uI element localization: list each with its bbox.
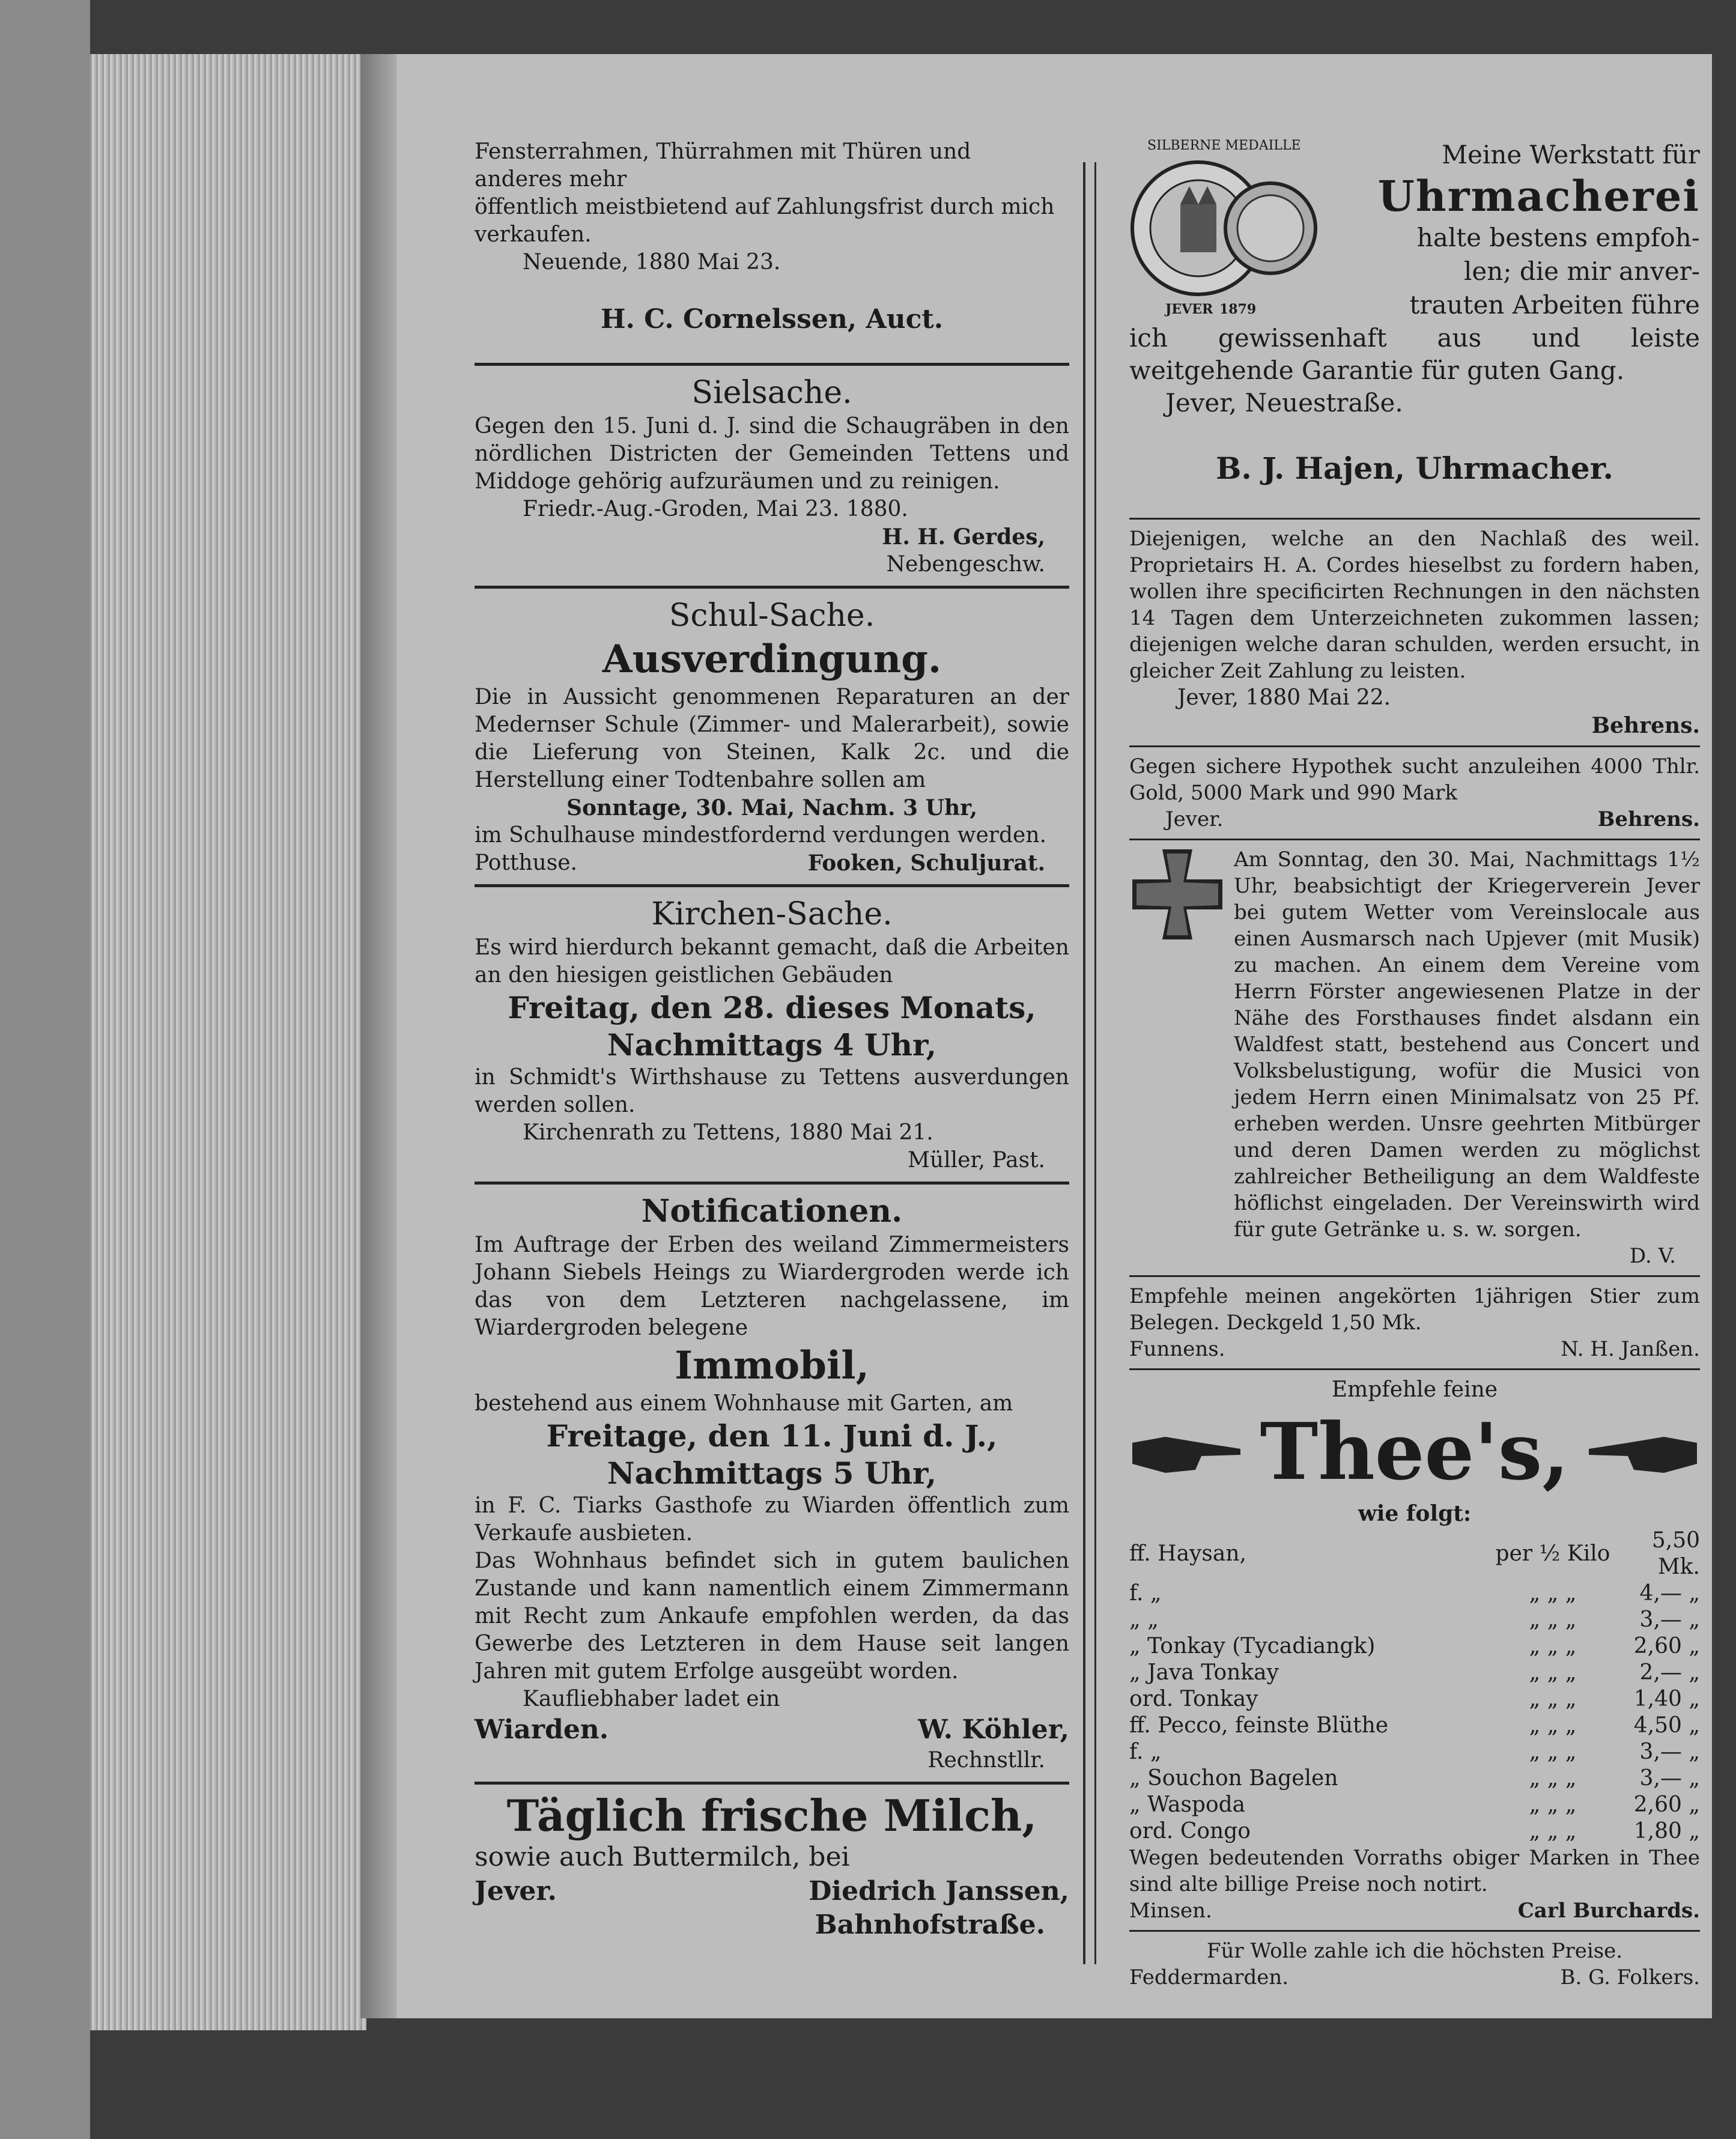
milch-headline: Täglich frische Milch, [506, 1790, 1037, 1841]
intro-line: anderes mehr [475, 167, 627, 192]
siel-text: Gegen den 15. Juni d. J. sind die Schaugräben in den nördlichen Districten der Gemeinden Tettens und Middoge gehörig aufzuräumen und zu reinigen. [475, 414, 1069, 494]
milch-place: Jever. [475, 1876, 557, 1907]
pointing-hand-right-icon [1129, 1425, 1243, 1479]
tea-name: ff. Pecco, feinste Blüthe [1129, 1713, 1389, 1738]
divider [1129, 839, 1700, 840]
siel-title: Sielsache. [691, 375, 852, 411]
wolle-place: Feddermarden. [1129, 1965, 1289, 1989]
divider [475, 884, 1069, 887]
siel-ad [475, 373, 1069, 578]
milch-ad [475, 1792, 1069, 1942]
uhrmacher-ad [1129, 138, 1700, 322]
siel-signature: H. H. Gerdes, [882, 524, 1045, 550]
thee-intro: Empfehle feine [1331, 1377, 1498, 1402]
uhr-line-1: Meine Werkstatt für [1442, 140, 1700, 169]
notif-signature: W. Köhler, [918, 1714, 1069, 1745]
tea-name: ord. Congo [1129, 1819, 1251, 1843]
kirche-title: Kirchen-Sache. [651, 896, 893, 932]
tea-price: 4,— „ [1639, 1581, 1700, 1606]
tea-unit: „ „ „ [1529, 1766, 1577, 1791]
intro-line: Fensterrahmen, Thürrahmen mit Thüren und [475, 139, 971, 164]
tea-unit: „ „ „ [1529, 1740, 1577, 1764]
notif-text: Im Auftrage der Erben des weiland Zimmermeisters Johann Siebels Heings zu Wiardergroden werde ich das von dem Letzteren nachgelassene, im Wiardergroden belegene [475, 1233, 1069, 1340]
thee-ad [1129, 1376, 1700, 1924]
tea-name: ff. Haysan, [1129, 1541, 1246, 1566]
price-row [1129, 1633, 1700, 1660]
thee-place: Minsen. [1129, 1899, 1212, 1923]
divider [475, 1782, 1069, 1785]
milch-signature: Diedrich Janssen, [809, 1876, 1069, 1907]
tea-name: ord. Tonkay [1129, 1687, 1258, 1711]
notif-text-3: in F. C. Tiarks Gasthofe zu Wiarden öffentlich zum Verkaufe ausbieten. [475, 1493, 1069, 1546]
tea-price: 4,50 „ [1633, 1713, 1700, 1738]
thee-subtitle: wie folgt: [1358, 1501, 1472, 1526]
kirche-ad [475, 894, 1069, 1174]
uhr-place: Jever, Neuestraße. [1165, 388, 1403, 417]
intro-ad [475, 138, 1069, 336]
tea-price: 2,60 „ [1633, 1792, 1700, 1817]
tea-price: 5,50 Mk. [1651, 1528, 1700, 1579]
iron-cross-icon [1129, 846, 1225, 942]
uhr-line-5: trauten Arbeiten führe [1409, 290, 1700, 320]
thee-signature: Carl Burchards. [1517, 1899, 1700, 1923]
siel-signature-title: Nebengeschw. [886, 552, 1045, 577]
tea-name: „ „ [1129, 1607, 1159, 1632]
price-table [1129, 1528, 1700, 1845]
divider [1129, 1930, 1700, 1932]
cordes-ad [1129, 526, 1700, 739]
price-row [1129, 1765, 1700, 1792]
kirche-date: Freitag, den 28. dieses Monats, [508, 990, 1036, 1025]
tea-name: „ Tonkay (Tycadiangk) [1129, 1634, 1376, 1658]
medal-image [1129, 138, 1322, 318]
book-shadow [0, 0, 90, 2139]
cordes-place: Jever, 1880 Mai 22. [1177, 685, 1391, 710]
uhr-text: ich gewissenhaft aus und leiste weitgehende Garantie für guten Gang. [1129, 323, 1700, 385]
notif-ad [475, 1192, 1069, 1774]
price-row [1129, 1739, 1700, 1765]
notif-date: Freitage, den 11. Juni d. J., [546, 1418, 998, 1454]
uhr-line-4: len; die mir anver- [1464, 256, 1700, 286]
notif-time: Nachmittags 5 Uhr, [607, 1455, 937, 1491]
intro-signature: H. C. Cornelssen, Auct. [600, 304, 944, 335]
stier-text: Empfehle meinen angekörten 1jährigen Stier zum Belegen. Deckgeld 1,50 Mk. [1129, 1284, 1700, 1335]
intro-line: öffentlich meistbietend auf Zahlungsfrist durch mich [475, 195, 1055, 219]
uhr-headline: Uhrmacherei [1377, 171, 1700, 221]
kirche-time: Nachmittags 4 Uhr, [607, 1027, 937, 1063]
tea-price: 1,80 „ [1633, 1819, 1700, 1843]
stier-ad [1129, 1283, 1700, 1362]
hyp-signature: Behrens. [1597, 807, 1700, 831]
tea-name: „ Java Tonkay [1129, 1660, 1279, 1685]
notif-text-4: Das Wohnhaus befindet sich in gutem baulichen Zustande und kann namentlich einem Zimmermann mit Recht zum Ankaufe empfohlen werden, da das Gewerbe des Letzteren in dem Hause seit langen Jahren mit gutem Erfolge ausgeübt worden. [475, 1549, 1069, 1684]
tea-name: f. „ [1129, 1740, 1162, 1764]
kirche-place: Kirchenrath zu Tettens, 1880 Mai 21. [523, 1120, 933, 1145]
wolle-signature: B. G. Folkers. [1560, 1965, 1700, 1989]
wolle-ad [1129, 1938, 1700, 1991]
schul-text-2: im Schulhause mindestfordernd verdungen werden. [475, 823, 1046, 848]
column-divider-2 [1094, 162, 1096, 1964]
schul-place: Potthuse. [475, 851, 577, 875]
tea-price: 2,— „ [1639, 1660, 1700, 1685]
schul-text: Die in Aussicht genommenen Reparaturen an der Medernser Schule (Zimmer- und Malerarbeit), sowie die Lieferung von Steinen, Kalk 2c. und die Herstellung einer Todtenbahre sollen am [475, 685, 1069, 792]
price-row [1129, 1713, 1700, 1739]
milch-address: Bahnhofstraße. [815, 1910, 1045, 1940]
tea-unit: „ „ „ [1529, 1713, 1577, 1738]
notif-signature-title: Rechnstllr. [927, 1748, 1045, 1773]
divider [1129, 1275, 1700, 1277]
notif-headline: Immobil, [675, 1343, 869, 1388]
cordes-signature: Behrens. [1591, 713, 1700, 738]
divider [1129, 1368, 1700, 1370]
kirche-text: Es wird hierdurch bekannt gemacht, daß die Arbeiten an den hiesigen geistlichen Gebäuden [475, 935, 1069, 988]
notif-place: Wiarden. [475, 1714, 609, 1745]
thee-headline: Thee's, [1260, 1406, 1570, 1497]
schul-date: Sonntage, 30. Mai, Nachm. 3 Uhr, [566, 795, 978, 821]
tea-name: „ Souchon Bagelen [1129, 1766, 1338, 1791]
medal-bottom-left: JEVER [1165, 302, 1213, 317]
hypothek-ad [1129, 753, 1700, 833]
tea-unit: „ „ „ [1529, 1660, 1577, 1685]
medal-top-text: SILBERNE MEDAILLE [1147, 138, 1301, 153]
right-column [1129, 138, 1700, 1991]
divider [475, 1182, 1069, 1185]
tea-price: 3,— „ [1639, 1740, 1700, 1764]
price-row [1129, 1818, 1700, 1845]
stier-signature: N. H. Janßen. [1561, 1337, 1700, 1361]
tea-name: f. „ [1129, 1581, 1162, 1606]
schul-title: Schul-Sache. [669, 598, 875, 634]
book-page-edges [90, 54, 366, 2030]
medal-bottom-right: 1879 [1219, 302, 1257, 317]
thee-text: Wegen bedeutenden Vorraths obiger Marken in Thee sind alte billige Preise noch notirt. [1129, 1846, 1700, 1896]
intro-place: Neuende, 1880 Mai 23. [523, 250, 781, 275]
schul-headline: Ausverdingung. [602, 637, 942, 682]
wolle-text: Für Wolle zahle ich die höchsten Preise. [1206, 1939, 1623, 1963]
pointing-hand-left-icon [1586, 1425, 1700, 1479]
kirche-text-2: in Schmidt's Wirthshause zu Tettens ausverdungen werden sollen. [475, 1065, 1069, 1117]
tea-price: 2,60 „ [1633, 1634, 1700, 1658]
price-row [1129, 1660, 1700, 1686]
schul-signature: Fooken, Schuljurat. [807, 851, 1045, 876]
notif-title: Notificationen. [641, 1193, 903, 1230]
krieger-text: Am Sonntag, den 30. Mai, Nachmittags 1½ Uhr, beabsichtigt der Kriegerverein Jever bei gutem Wetter vom Vereinslocale aus einen Ausmarsch nach Upjever (mit Musik) zu machen. An einem dem Vereine vom Herrn Förster angewiesenen Platze in der Nähe des Forsthauses findet alsdann ein Waldfest statt, bestehend aus Concert und Volksbelustigung, wofür die Musici von jedem Herrn einen Minimalsatz von 25 Pf. erheben werden. Unsre geehrten Mitbürger und deren Damen werden zu möglichst zahlreicher Betheiligung an dem Waldfeste höflichst eingeladen. Der Vereinswirth wird für gute Getränke u. s. w. sorgen. [1234, 848, 1700, 1242]
tea-unit: „ „ „ [1529, 1634, 1577, 1658]
tea-unit: per ½ Kilo [1495, 1541, 1610, 1566]
siel-place: Friedr.-Aug.-Groden, Mai 23. 1880. [523, 497, 908, 521]
tea-price: 1,40 „ [1633, 1687, 1700, 1711]
price-row [1129, 1580, 1700, 1607]
tea-price: 3,— „ [1639, 1766, 1700, 1791]
tea-name: „ Waspoda [1129, 1792, 1246, 1817]
stier-place: Funnens. [1129, 1337, 1225, 1361]
divider [1129, 745, 1700, 747]
uhr-signature: B. J. Hajen, Uhrmacher. [1216, 451, 1613, 486]
page-gutter [360, 54, 396, 2018]
hyp-place: Jever. [1165, 807, 1224, 831]
price-row [1129, 1792, 1700, 1818]
tea-unit: „ „ „ [1529, 1581, 1577, 1606]
left-column [475, 138, 1069, 1942]
price-row [1129, 1528, 1700, 1580]
divider [1129, 518, 1700, 520]
divider [475, 586, 1069, 589]
divider [475, 363, 1069, 366]
kirche-signature: Müller, Past. [908, 1148, 1045, 1173]
column-divider [1083, 162, 1085, 1964]
cordes-text: Diejenigen, welche an den Nachlaß des weil. Proprietairs H. A. Cordes hieselbst zu fordern haben, wollen ihre specificirten Rechnungen in den nächsten 14 Tagen dem Unterzeichneten zukommen lassen; diejenigen welche daran schulden, werden ersucht, in gleicher Zeit Zahlung zu leisten. [1129, 527, 1700, 683]
intro-line: verkaufen. [475, 222, 592, 247]
notif-text-2: bestehend aus einem Wohnhause mit Garten, am [475, 1391, 1013, 1416]
krieger-signature: D. V. [1629, 1244, 1676, 1268]
tea-price: 3,— „ [1639, 1607, 1700, 1632]
tea-unit: „ „ „ [1529, 1607, 1577, 1632]
milch-text: sowie auch Buttermilch, bei [475, 1842, 850, 1872]
tea-unit: „ „ „ [1529, 1792, 1577, 1817]
price-row [1129, 1607, 1700, 1633]
uhr-line-3: halte bestens empfoh- [1416, 223, 1700, 252]
schul-ad [475, 596, 1069, 877]
tea-unit: „ „ „ [1529, 1819, 1577, 1843]
price-row [1129, 1686, 1700, 1713]
notif-text-5: Kaufliebhaber ladet ein [523, 1687, 780, 1711]
tea-unit: „ „ „ [1529, 1687, 1577, 1711]
krieger-ad [1129, 846, 1700, 1243]
hyp-text: Gegen sichere Hypothek sucht anzuleihen 4000 Thlr. Gold, 5000 Mark und 990 Mark [1129, 754, 1700, 805]
